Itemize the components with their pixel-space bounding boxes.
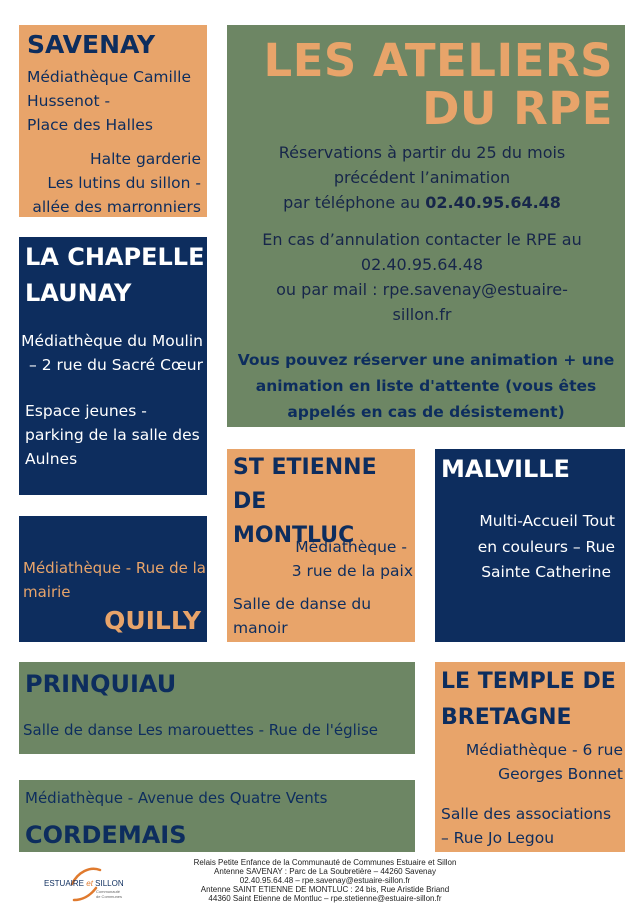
ateliers-info-panel [227,25,625,427]
st-etienne-title: ST ETIENNE DE MONTLUC [233,455,377,548]
logo-subtitle: Communauté de Communes [96,889,123,899]
st-etienne-venue-2: Salle de danse du manoir [233,595,372,637]
quilly-card [19,516,207,642]
malville-title: MALVILLE [441,455,570,483]
chapelle-venue-2: Espace jeunes - parking de la salle des Aulnes [25,402,200,468]
cordemais-card [19,780,415,852]
temple-de-bretagne-title: LE TEMPLE DE BRETAGNE [441,669,616,730]
cordemais-venue: Médiathèque - Avenue des Quatre Vents [25,789,328,807]
chapelle-launay-card [19,237,207,495]
temple-de-bretagne-card [435,662,625,852]
savenay-venue-2: Halte garderie Les lutins du sillon - allée des marronniers [32,150,201,216]
quilly-title: QUILLY [104,606,201,635]
savenay-card [19,25,207,217]
estuaire-sillon-logo [38,858,128,904]
cordemais-title: CORDEMAIS [25,821,187,849]
st-etienne-card [227,449,415,642]
savenay-venue-1: Médiathèque Camille Hussenot - Place des Halles [27,68,191,134]
malville-venue: Multi-Accueil Tout en couleurs – Rue Sainte Catherine [477,512,615,581]
reservation-info: Réservations à partir du 25 du mois précédent l’animation par téléphone au 02.40.95.64.48 [278,143,566,212]
prinquiau-card [19,662,415,754]
page-title: LES ATELIERS DU RPE [263,34,613,135]
prinquiau-title: PRINQUIAU [25,670,177,698]
quilly-venue: Médiathèque - Rue de la mairie [23,559,207,601]
logo-wordmark: ESTUAIRE et SILLON [44,879,124,888]
temple-venue-1: Médiathèque - 6 rue Georges Bonnet [465,741,623,783]
chapelle-venue-1: Médiathèque du Moulin – 2 rue du Sacré Cœur [21,332,203,374]
waiting-list-notice: Vous pouvez réserver une animation + une animation en liste d'attente (vous êtes appelés en cas de désistement) [237,351,615,421]
chapelle-launay-title: LA CHAPELLE LAUNAY [25,243,205,307]
savenay-title: SAVENAY [27,30,156,59]
malville-card [435,449,625,642]
prinquiau-venue: Salle de danse Les marouettes - Rue de l'église [23,721,378,739]
temple-venue-2: Salle des associations – Rue Jo Legou [441,805,612,847]
footer [0,856,640,906]
footer-contact-info: Relais Petite Enfance de la Communauté de Communes Estuaire et Sillon Antenne SAVENAY : Parc de La Soubretière – 44260 Savenay 02.40.95.64.48 – rpe.savenay@estuaire-sillon.fr Antenne SAINT ETIENNE DE MONTLUC : 24 bis, Rue Aristide Briand 44360 Saint Etienne de Montluc – rpe.stetienne@estuaire-sillon.fr [193,858,457,903]
reservation-phone: 02.40.95.64.48 [425,193,561,212]
st-etienne-venue-1: Médiathèque - 3 rue de la paix [291,538,413,580]
cancellation-info: En cas d’annulation contacter le RPE au 02.40.95.64.48 ou par mail : rpe.savenay@estuaire- sillon.fr [262,230,582,324]
